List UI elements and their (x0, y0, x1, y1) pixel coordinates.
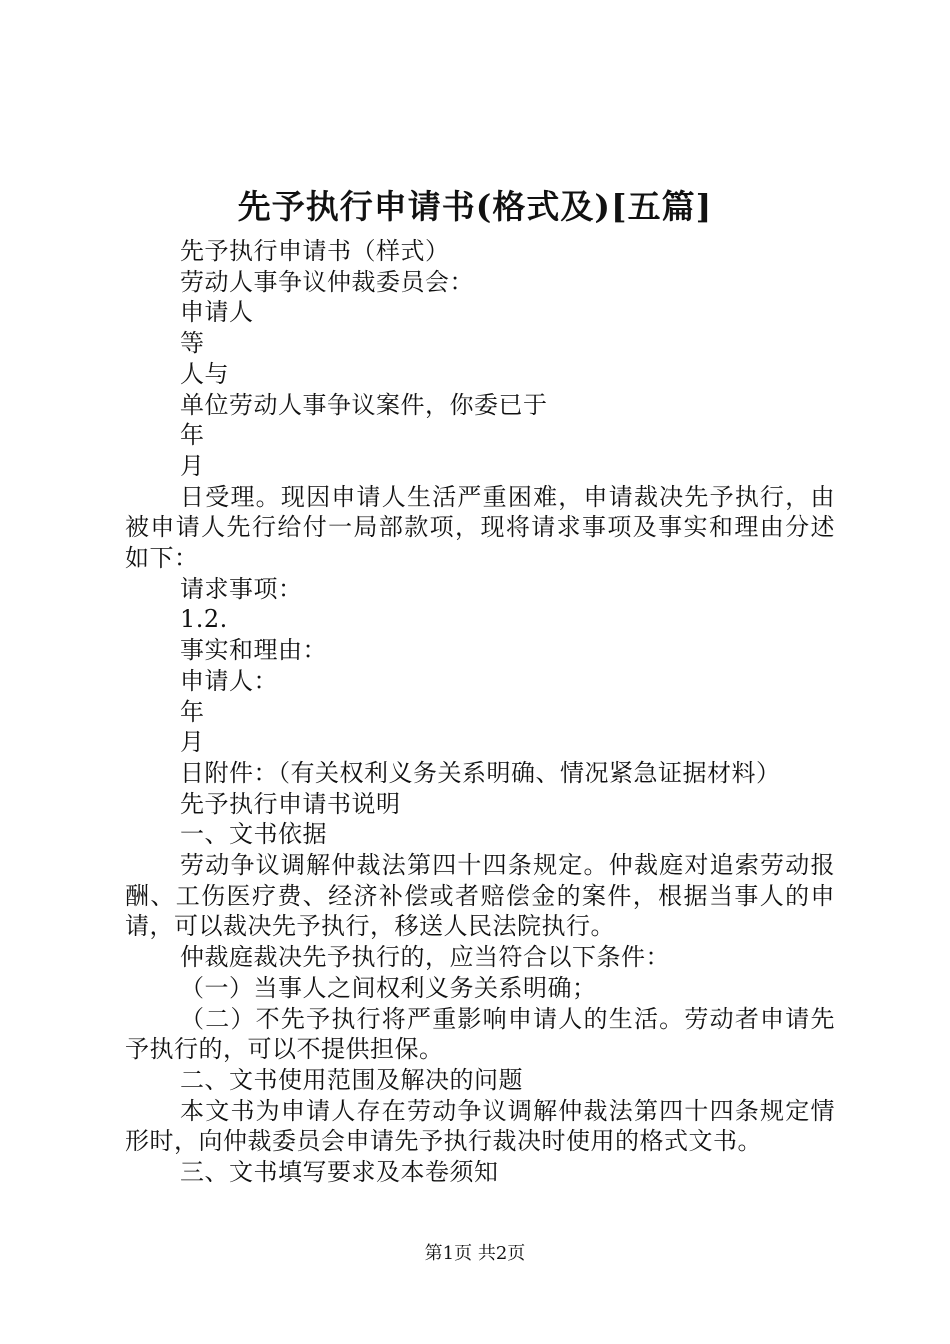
page-footer: 第1页 共2页 (424, 1243, 526, 1264)
paragraph: 先予执行申请书说明 (180, 789, 401, 818)
paragraph: 请求事项： (180, 574, 303, 603)
paragraph: 三、文书填写要求及本卷须知 (180, 1158, 499, 1187)
paragraph: 二、文书使用范围及解决的问题 (180, 1065, 523, 1094)
document-title: 先予执行申请书(格式及)[五篇] (237, 187, 713, 226)
paragraph: 本文书为申请人存在劳动争议调解仲裁法第四十四条规定情形时，向仲裁委员会申请先予执行裁决时使用的格式文书。 (125, 1096, 835, 1156)
paragraph: 仲裁庭裁决先予执行的，应当符合以下条件： (180, 943, 670, 972)
paragraph: 1.2. (180, 605, 228, 634)
paragraph: 年 (180, 421, 205, 450)
paragraph: （二）不先予执行将严重影响申请人的生活。劳动者申请先予执行的，可以不提供担保。 (125, 1004, 835, 1064)
paragraph: 申请人： (180, 666, 278, 695)
paragraph: 劳动争议调解仲裁法第四十四条规定。仲裁庭对追索劳动报酬、工伤医疗费、经济补偿或者赔偿金的案件，根据当事人的申请，可以裁决先予执行，移送人民法院执行。 (125, 851, 835, 941)
paragraph: 月 (180, 728, 205, 757)
paragraph: 先予执行申请书（样式） (180, 237, 450, 265)
paragraph: 单位劳动人事争议案件，你委已于 (180, 390, 548, 419)
paragraph: 劳动人事争议仲裁委员会： (180, 267, 474, 296)
paragraph: （一）当事人之间权利义务关系明确； (180, 973, 597, 1002)
paragraph: 日受理。现因申请人生活严重困难，申请裁决先予执行，由被申请人先行给付一局部款项，现将请求事项及事实和理由分述如下： (125, 482, 835, 573)
paragraph: 事实和理由： (180, 636, 327, 665)
paragraph: 年 (180, 697, 205, 726)
paragraph: 申请人 (180, 298, 254, 327)
document-body (125, 236, 835, 1188)
paragraph: 月 (180, 451, 205, 480)
paragraph: 日附件：（有关权利义务关系明确、情况紧急证据材料） (180, 758, 781, 787)
paragraph: 人与 (180, 359, 229, 388)
paragraph: 等 (180, 329, 205, 358)
paragraph: 一、文书依据 (180, 820, 327, 849)
